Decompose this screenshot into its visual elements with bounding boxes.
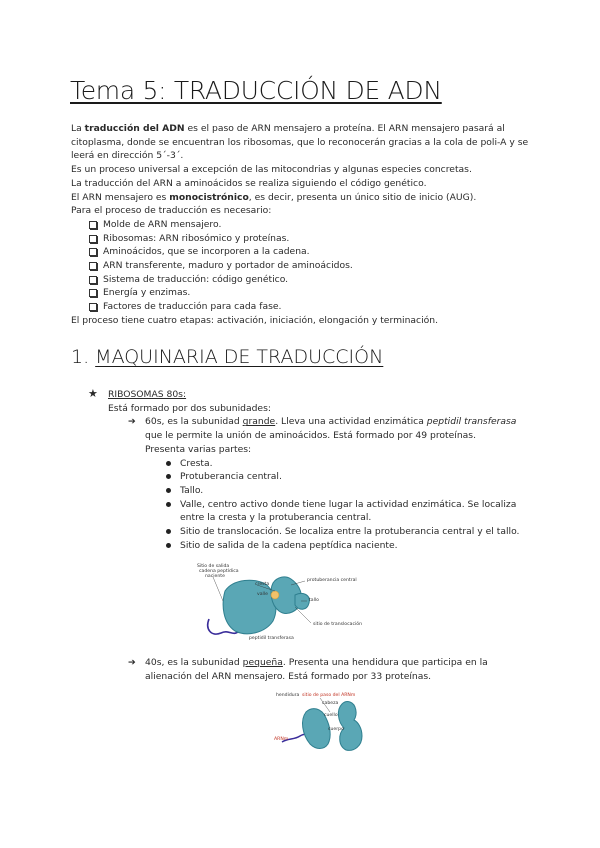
list-item-text: Energía y enzimas.	[103, 287, 191, 299]
label-valley: valle	[257, 592, 268, 597]
text: La	[71, 123, 85, 134]
text-italic: peptidil transferasa	[426, 416, 517, 428]
list-item-text: Cresta.	[180, 457, 213, 469]
parts-list	[88, 457, 528, 553]
intro-paragraph-1	[71, 122, 541, 163]
stalk-shape	[295, 593, 309, 609]
ribosomes-section	[88, 388, 528, 552]
large-subunit-shape	[223, 580, 276, 634]
checkbox-icon	[89, 289, 97, 297]
bullet-dot-icon	[166, 502, 171, 507]
term-translation: traducción del ADN	[84, 123, 185, 134]
label-mrna: ARNm	[274, 737, 289, 742]
ribosomes-description: Está formado por dos subunidades:	[108, 402, 271, 414]
text: 40s, es la subunidad	[145, 657, 243, 668]
bullet-dot-icon	[166, 488, 171, 493]
label-nascent: naciente	[205, 574, 225, 579]
checkbox-icon	[89, 221, 97, 229]
list-item-text: Aminoácidos, que se incorporen a la cadena.	[103, 246, 310, 258]
bullet-dot-icon	[166, 529, 171, 534]
list-item	[89, 259, 541, 273]
label-cleft: hendidura	[276, 693, 300, 698]
star-icon: ★	[88, 387, 98, 400]
requirements-list	[71, 218, 541, 314]
page-title: Tema 5: TRADUCCIÓN DE ADN	[70, 76, 442, 105]
list-item-text: Molde de ARN mensajero.	[103, 218, 222, 230]
label-central-protuberance: protuberancia central	[307, 578, 357, 583]
section-title: MAQUINARIA DE TRADUCCIÓN	[95, 346, 384, 368]
label-peptidyl-transferase: peptidil transferasa	[249, 636, 294, 641]
arrow-right-icon: ➔	[128, 416, 136, 428]
valley-marker	[271, 591, 279, 599]
checkbox-icon	[89, 235, 97, 243]
list-item	[166, 525, 528, 539]
ribosomes-label: RIBOSOMAS 80s:	[108, 389, 187, 400]
text: es el paso de ARN mensajero a proteína. El ARN mensajero pasará al citoplasma, donde se encuentran los ribosomas, que lo reconocerán gracias a la cola de poli-A y se leerá en dirección 5´-3´.	[71, 123, 529, 162]
bullet-dot-icon	[166, 474, 171, 479]
intro-paragraph-5: Para el proceso de traducción es necesario:	[71, 205, 272, 217]
text-underlined: pequeña	[242, 657, 283, 668]
large-subunit-item	[88, 415, 528, 456]
intro-paragraph-6: El proceso tiene cuatro etapas: activación, iniciación, elongación y terminación.	[71, 314, 438, 326]
text: 60s, es la subunidad	[145, 416, 243, 428]
text: El ARN mensajero es	[71, 191, 170, 203]
list-item	[89, 286, 541, 300]
bullet-dot-icon	[166, 543, 171, 548]
large-subunit-diagram	[195, 561, 395, 641]
parts-intro: Presenta varias partes:	[145, 443, 252, 455]
list-item-text: Factores de traducción para cada fase.	[103, 301, 282, 313]
list-item	[166, 470, 528, 484]
small-subunit-shape-right	[338, 702, 362, 751]
section-number: 1.	[71, 346, 96, 368]
list-item	[89, 300, 541, 314]
list-item	[166, 539, 528, 553]
list-item-text: Valle, centro activo donde tiene lugar la actividad enzimática. Se localiza entre la cresta y la protuberancia central.	[180, 498, 517, 524]
label-translocation-site: sitio de translocación	[313, 622, 362, 627]
list-item	[166, 498, 528, 525]
text: . Presenta una hendidura que participa en la alienación del ARN mensajero. Está formado por 33 proteínas.	[145, 657, 488, 682]
label-neck: cuello	[324, 713, 338, 718]
small-subunit-diagram	[272, 690, 417, 755]
text: que le permite la unión de aminoácidos. Está formado por 49 proteínas.	[145, 430, 477, 442]
list-item	[89, 232, 541, 246]
list-item-text: ARN transferente, maduro y portador de aminoácidos.	[103, 260, 353, 272]
label-body: cuerpo	[328, 727, 344, 732]
list-item	[89, 218, 541, 232]
label-peptide-chain: cadena peptídica	[199, 569, 239, 574]
label-mrna-site: sitio de paso del ARNm	[302, 693, 356, 698]
bullet-dot-icon	[166, 461, 171, 466]
arrow-right-icon: ➔	[128, 657, 136, 668]
checkbox-icon	[89, 276, 97, 284]
list-item-text: Protuberancia central.	[180, 471, 282, 483]
list-item	[166, 457, 528, 471]
list-item-text: Tallo.	[180, 484, 204, 496]
label-exit-site: Sitio de salida	[197, 564, 230, 569]
list-item-text: Sistema de traducción: código genético.	[103, 273, 289, 285]
list-item	[89, 273, 541, 287]
list-item-text: Sitio de translocación. Se localiza entre la protuberancia central y el tallo.	[180, 526, 520, 538]
text: . Lleva una actividad enzimática	[275, 416, 427, 428]
section-heading	[71, 346, 383, 368]
list-item	[166, 484, 528, 498]
text: , es decir, presenta un único sitio de inicio (AUG).	[248, 191, 477, 203]
text-underlined: grande	[242, 416, 276, 428]
label-head: cabeza	[322, 701, 339, 706]
label-stalk: tallo	[309, 598, 319, 603]
intro-paragraph-3: La traducción del ARN a aminoácidos se realiza siguiendo el código genético.	[71, 177, 427, 189]
leader-line	[213, 577, 223, 601]
small-subunit-text	[88, 656, 528, 683]
term-monocistronic: monocistrónico	[169, 191, 249, 203]
intro-paragraph-2: Es un proceso universal a excepción de las mitocondrias y algunas especies concretas.	[71, 164, 472, 176]
list-item-text: Sitio de salida de la cadena peptídica naciente.	[180, 539, 398, 551]
list-item-text: Ribosomas: ARN ribosómico y proteínas.	[103, 232, 290, 244]
label-crest: cresta	[255, 582, 270, 587]
intro-paragraph-4	[71, 191, 541, 205]
list-item	[89, 245, 541, 259]
checkbox-icon	[89, 303, 97, 311]
checkbox-icon	[89, 248, 97, 256]
intro-section	[71, 122, 541, 328]
ribosomes-heading	[88, 388, 528, 402]
checkbox-icon	[89, 262, 97, 270]
small-subunit-item	[88, 656, 528, 683]
